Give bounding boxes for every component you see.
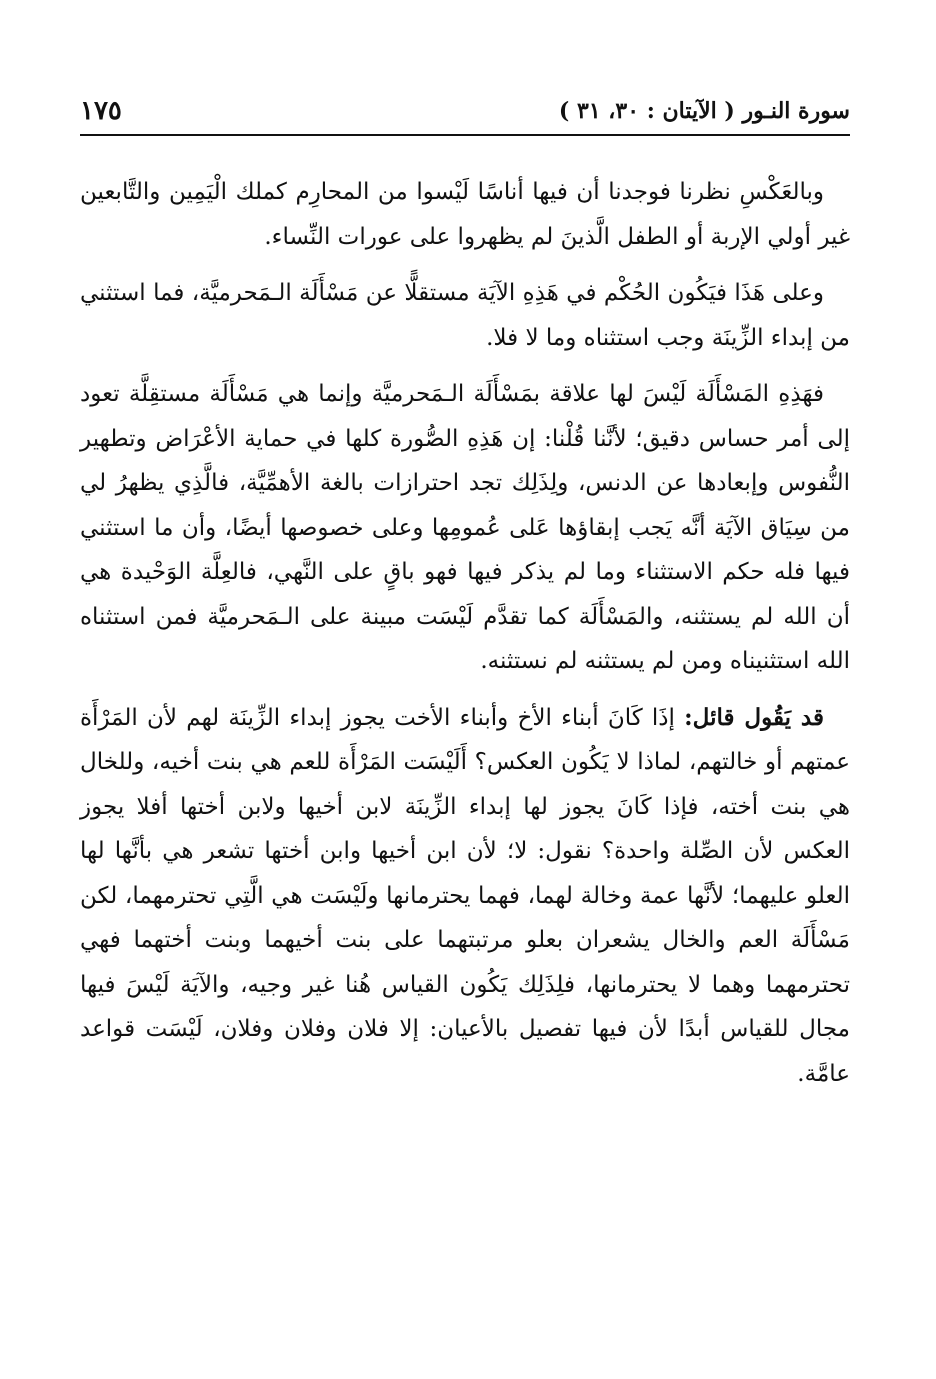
paragraph-lead: قد يَقُول قائل: <box>684 703 824 731</box>
paragraph <box>80 170 850 259</box>
surah-header-title: سورة النـور ( الآيتان : ٣٠، ٣١ ) <box>558 98 850 124</box>
paragraph-text: وبالعَكْسِ نظرنا فوجدنا أن فيها أناسًا لَيْسوا من المحارِم كملك الْيَمِين والتَّابعين غير أولي الإربة أو الطفل الَّذينَ لم يظهروا على عورات النِّساء. <box>80 179 850 250</box>
paragraph <box>80 372 850 684</box>
paragraph <box>80 696 850 1097</box>
paragraph-text: فهَذِهِ المَسْأَلَة لَيْسَ لها علاقة بمَسْأَلَة الـمَحرميَّة وإنما هي مَسْأَلَة مستقِلَّة تعود إلى أمر حساس دقيق؛ لأنَّنا قُلْنا: إن هَذِهِ الصُّورة كلها في حماية الأعْرَاض وتطهير النُّفوس وإبعادها عن الدنس، ولِذَلِك تجد احترازات بالغة الأهمِّيَّة، فالَّذِي يظهرُ لي من سِيَاق الآيَة أنَّه يَجب إبقاؤها عَلى عُمومِها وعلى خصوصها أيضًا، وأن ما استثني فيها فله حكم الاستثناء وما لم يذكر فيها فهو باقٍ على النَّهي، فالعِلَّة الوَحْيدة هي أن الله لم يستثنه، والمَسْأَلَة كما تقدَّم لَيْسَت مبينة على الـمَحرميَّة فمن استثناه الله استثنيناه ومن لم يستثنه لم نستثنه. <box>80 381 850 674</box>
page-number: ١٧٥ <box>80 96 122 126</box>
paragraph-text: إذَا كَانَ أبناء الأخ وأبناء الأخت يجوز إبداء الزِّينَة لهم لأن المَرْأَة عمتهم أو خالتهم، لماذا لا يَكُون العكس؟ أَلَيْسَت المَرْأَة للعم هي بنت أخيه، وللخال هي بنت أخته، فإذا كَانَ يجوز لها إبداء الزِّينَة لابن أخيها ولابن أختها أفلا يجوز العكس لأن الصِّلة واحدة؟ نقول: لا؛ لأن ابن أخيها وابن أختها تشعر هي بأنَّها لها العلو عليهما؛ لأنَّها عمة وخالة لهما، فهما يحترمانها ولَيْسَت هي الَّتِي تحترمهما، لكن مَسْأَلَة العم والخال يشعران بعلو مرتبتهما على بنت أخيهما وبنت أختهما فهي تحترمهما وهما لا يحترمانها، فلِذَلِك يَكُون القياس هُنا غير وجيه، والآيَة لَيْسَ فيها مجال للقياس أبدًا لأن فيها تفصيل بالأعيان: إلا فلان وفلان وفلان، لَيْسَت قواعد عامَّة. <box>80 704 850 1087</box>
body-text <box>80 170 850 1108</box>
paragraph <box>80 271 850 360</box>
paragraph-text: وعلى هَذَا فيَكُون الحُكْم في هَذِهِ الآيَة مستقلًّا عن مَسْأَلَة الـمَحرميَّة، فما استثني من إبداء الزِّينَة وجب استثناه وما لا فلا. <box>80 280 850 351</box>
running-header <box>80 96 850 132</box>
header-divider <box>80 134 850 136</box>
